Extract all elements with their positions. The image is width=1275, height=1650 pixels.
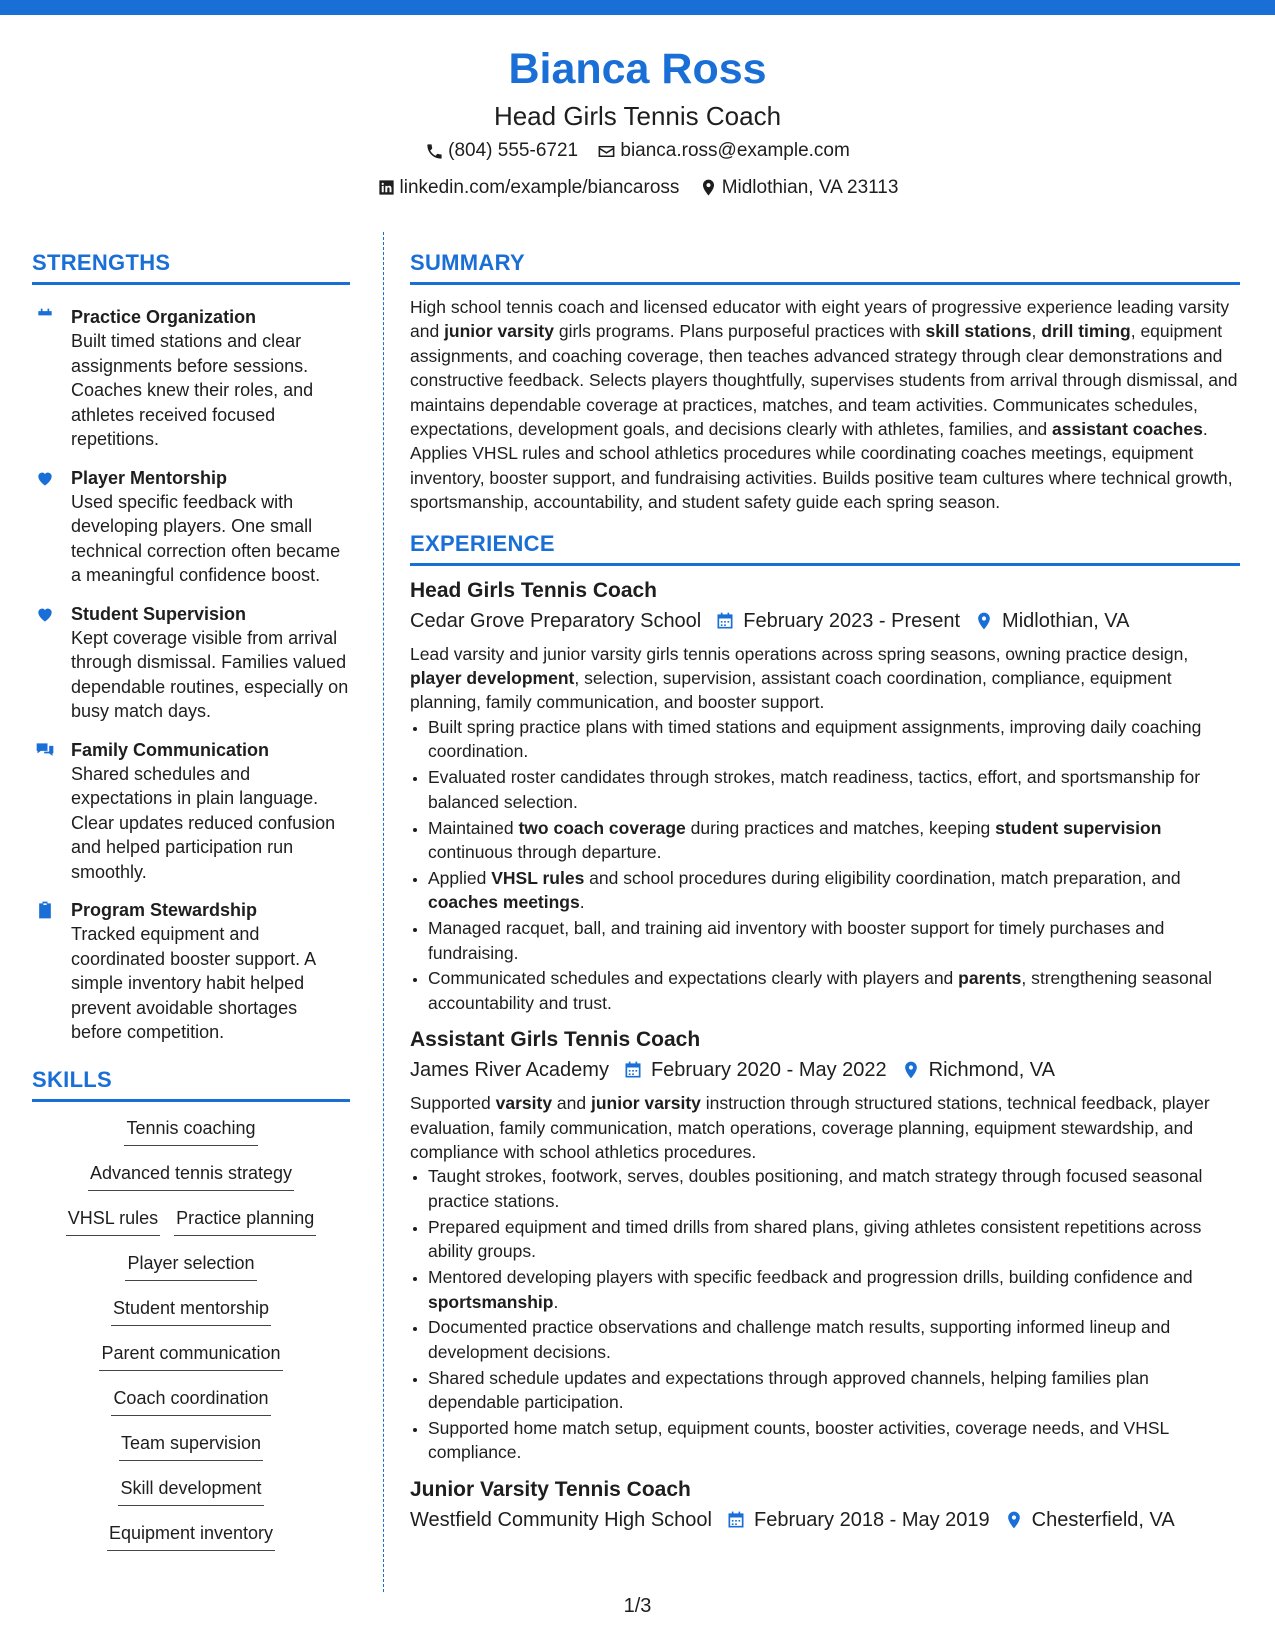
column-divider: [383, 232, 384, 1592]
text-segment: , strengthening seasonal accountability and trust.: [428, 968, 1213, 1013]
candidate-role: Head Girls Tennis Coach: [493, 101, 782, 131]
map-pin-icon: [974, 611, 994, 631]
summary-title: SUMMARY: [410, 250, 1240, 285]
text-segment: Evaluated roster candidates through strokes, match readiness, tactics, effort, and sportsmanship for balanced selection.: [428, 767, 1201, 812]
skill-row: [32, 1476, 350, 1521]
map-pin-icon: [901, 1060, 921, 1080]
bullet-item: [428, 1265, 1240, 1314]
bold-text: assistant coaches: [1052, 419, 1203, 440]
text-segment: Taught strokes, footwork, serves, doubles positioning, and match strategy through focused seasonal practice stations.: [428, 1166, 1203, 1211]
strength-item: [32, 466, 350, 588]
bold-text: VHSL rules: [491, 867, 585, 888]
text-segment: during practices and matches, keeping: [685, 817, 996, 838]
top-accent-bar: [0, 0, 1275, 15]
map-pin-icon: [1004, 1510, 1024, 1530]
job-meta: [410, 1055, 1240, 1085]
skills-list: [32, 1116, 350, 1566]
bold-text: coaches meetings: [428, 892, 580, 913]
company-name: Westfield Community High School: [410, 1508, 712, 1531]
text-segment: girls programs. Plans purposeful practices with: [553, 321, 926, 342]
company-name: James River Academy: [410, 1059, 609, 1082]
heart-icon: [35, 468, 55, 488]
bold-text: junior varsity: [591, 1093, 701, 1114]
bullet-item: [428, 765, 1240, 814]
job-title: Head Girls Tennis Coach: [410, 578, 658, 602]
skill-tag: Equipment inventory: [107, 1521, 275, 1551]
strength-item: [32, 305, 350, 452]
skill-tag: Parent communication: [99, 1341, 282, 1371]
strengths-title: STRENGTHS: [32, 250, 350, 285]
location-contact: [699, 173, 899, 203]
text-segment: Managed racquet, ball, and training aid inventory with booster support for timely purchases and fundraising.: [428, 918, 1165, 963]
heart-icon: [35, 604, 55, 624]
skill-tag: Coach coordination: [111, 1386, 270, 1416]
text-segment: Built spring practice plans with timed stations and equipment assignments, improving daily coaching coordination.: [428, 716, 1202, 762]
job-description: [410, 1091, 1240, 1164]
strength-description: Built timed stations and clear assignments before sessions. Coaches knew their roles, and athletes received focused repetitions.: [71, 331, 314, 449]
bullet-item: [428, 1215, 1240, 1264]
job-location-text: Richmond, VA: [928, 1059, 1056, 1082]
job-location: [1004, 1505, 1175, 1535]
job-location-text: Midlothian, VA: [1002, 609, 1130, 632]
text-segment: Shared schedule updates and expectations through approved channels, helping families plan dependable participation.: [428, 1367, 1149, 1413]
job-bullets: [410, 715, 1240, 1015]
linkedin-text: linkedin.com/example/biancaross: [399, 176, 680, 198]
job-meta: [410, 1505, 1240, 1535]
bullet-item: [428, 816, 1240, 865]
strength-description: Tracked equipment and coordinated booster support. A simple inventory habit helped prevent avoidable shortages before competition.: [71, 924, 316, 1042]
clipboard-icon: [35, 900, 55, 920]
bullet-item: [428, 866, 1240, 915]
phone-contact: [425, 136, 578, 166]
bullet-item: [428, 1366, 1240, 1415]
calendar-icon: [623, 1060, 643, 1080]
bold-text: varsity: [495, 1093, 553, 1114]
strength-description: Kept coverage visible from arrival through dismissal. Families valued dependable routines, especially on busy match days.: [71, 627, 349, 721]
resume-header: [0, 40, 1275, 207]
job-dates-text: February 2018 - May 2019: [753, 1508, 990, 1531]
linkedin-contact[interactable]: [377, 173, 680, 203]
bullet-item: [428, 1416, 1240, 1465]
text-segment: .: [553, 1291, 559, 1312]
strength-item: [32, 738, 350, 885]
calendar-icon: [726, 1510, 746, 1530]
text-segment: Documented practice observations and challenge match results, supporting informed lineup and development decisions.: [428, 1317, 1171, 1362]
location-text: Midlothian, VA 23113: [721, 176, 899, 198]
bold-text: player development: [410, 668, 575, 689]
experience-title: EXPERIENCE: [410, 531, 1240, 566]
skills-title: SKILLS: [32, 1067, 350, 1102]
text-segment: ,: [1031, 321, 1042, 342]
strength-title: Student Supervision: [71, 603, 247, 624]
strength-item: [32, 602, 350, 724]
phone-text: (804) 555-6721: [448, 140, 579, 161]
text-segment: .: [579, 892, 585, 913]
email-contact[interactable]: [597, 136, 849, 166]
text-segment: Communicated schedules and expectations clearly with players and: [428, 968, 959, 989]
text-segment: continuous through departure.: [428, 841, 662, 862]
skill-row: [32, 1431, 350, 1476]
text-segment: , selection, supervision, assistant coach coordination, compliance, equipment planning, family communication, and booster support.: [410, 668, 1172, 713]
text-segment: . Applies VHSL rules and school athletics procedures while coordinating coaches meetings, equipment inventory, booster support, and fundraising activities. Builds positive team cultures where technical growth, sportsmanship, accountability, and student safety guide each spring season.: [410, 419, 1233, 513]
bold-text: two coach coverage: [518, 817, 686, 838]
skill-row: [32, 1521, 350, 1566]
email-text: bianca.ross@example.com: [620, 140, 850, 161]
strength-description: Used specific feedback with developing players. One small technical correction often became a meaningful confidence boost.: [71, 491, 341, 585]
job-description: [410, 642, 1240, 715]
left-column: [32, 250, 350, 1566]
job-dates: [715, 606, 960, 636]
skill-tag: Player selection: [125, 1251, 256, 1281]
job-dates: [726, 1505, 990, 1535]
skill-tag: Student mentorship: [111, 1296, 271, 1326]
candidate-name: Bianca Ross: [508, 45, 767, 93]
comments-icon: [35, 740, 55, 760]
envelope-icon: [597, 142, 616, 161]
company-name: Cedar Grove Preparatory School: [410, 609, 702, 632]
job-location: [901, 1055, 1055, 1085]
bullet-item: [428, 1315, 1240, 1364]
bold-text: junior varsity: [444, 321, 554, 342]
skill-tag: Practice planning: [174, 1206, 316, 1236]
job-location: [974, 606, 1129, 636]
strength-title: Family Communication: [71, 739, 270, 760]
calendar-icon: [35, 307, 55, 327]
skill-tag: Skill development: [118, 1476, 263, 1506]
skill-tag: Tennis coaching: [124, 1116, 257, 1146]
job-bullets: [410, 1164, 1240, 1464]
bold-text: drill timing: [1041, 321, 1131, 342]
text-segment: , equipment assignments, and coaching coverage, then teaches advanced strategy through clear demonstrations and constructive feedback. Selects players thoughtfully, supervises students from arrival through dismissal, and maintains dependable coverage at practices, matches, and team activities. Communicates schedules, expectations, development goals, and decisions clearly with athletes, families, and: [410, 321, 1238, 440]
strengths-list: [32, 305, 350, 1045]
phone-icon: [425, 142, 444, 161]
job-dates-text: February 2020 - May 2022: [650, 1059, 887, 1082]
skill-row: [32, 1341, 350, 1386]
skill-row: [32, 1116, 350, 1161]
bullet-item: [428, 916, 1240, 965]
experience-list: [410, 576, 1240, 1535]
linkedin-icon: [377, 178, 396, 197]
text-segment: Maintained: [428, 817, 519, 838]
bold-text: skill stations: [925, 321, 1032, 342]
bullet-item: [428, 1164, 1240, 1213]
bold-text: parents: [958, 968, 1022, 989]
contact-row-1: [0, 136, 1275, 171]
job-dates: [623, 1055, 887, 1085]
skill-row: [32, 1296, 350, 1341]
strength-title: Player Mentorship: [71, 467, 228, 488]
skill-row: [32, 1206, 350, 1251]
text-segment: Supported home match setup, equipment counts, booster activities, coverage needs, and VHSL compliance.: [428, 1418, 1169, 1463]
bold-text: sportsmanship: [428, 1291, 554, 1312]
calendar-icon: [715, 611, 735, 631]
bullet-item: [428, 966, 1240, 1015]
skill-row: [32, 1161, 350, 1206]
map-pin-icon: [699, 178, 718, 197]
skill-tag: VHSL rules: [66, 1206, 160, 1236]
text-segment: and school procedures during eligibility coordination, match preparation, and: [584, 867, 1181, 888]
strength-title: Practice Organization: [71, 307, 257, 327]
job-location-text: Chesterfield, VA: [1031, 1508, 1175, 1531]
skill-tag: Team supervision: [119, 1431, 263, 1461]
job-entry: [410, 1475, 1240, 1535]
text-segment: Mentored developing players with specific feedback and progression drills, building confidence and: [428, 1267, 1193, 1288]
job-title: Junior Varsity Tennis Coach: [410, 1477, 691, 1501]
text-segment: Supported: [410, 1093, 496, 1114]
job-meta: [410, 606, 1240, 636]
job-dates-text: February 2023 - Present: [743, 609, 961, 632]
page-number: 1/3: [623, 1595, 652, 1617]
text-segment: Applied: [428, 867, 492, 888]
summary-text: [410, 295, 1240, 515]
job-entry: [410, 576, 1240, 1016]
contact-row-2: [0, 173, 1275, 208]
bullet-item: [428, 715, 1240, 764]
strength-description: Shared schedules and expectations in plain language. Clear updates reduced confusion and helped participation run smoothly.: [71, 763, 336, 882]
strength-item: [32, 898, 350, 1045]
job-entry: [410, 1025, 1240, 1465]
text-segment: Prepared equipment and timed drills from shared plans, giving athletes consistent repetitions across ability groups.: [428, 1216, 1202, 1262]
strength-title: Program Stewardship: [71, 900, 258, 920]
skill-tag: Advanced tennis strategy: [88, 1161, 294, 1191]
skill-row: [32, 1386, 350, 1431]
job-title: Assistant Girls Tennis Coach: [410, 1028, 701, 1052]
text-segment: instruction through structured stations, technical feedback, player evaluation, family communication, match operations, coverage planning, equipment stewardship, and compliance with school athletics procedures.: [410, 1093, 1210, 1163]
right-column: [410, 250, 1240, 1535]
bold-text: student supervision: [995, 817, 1162, 838]
text-segment: and: [552, 1093, 591, 1114]
skill-row: [32, 1251, 350, 1296]
text-segment: High school tennis coach and licensed educator with eight years of progressive experience leading varsity and: [410, 297, 1230, 342]
text-segment: Lead varsity and junior varsity girls tennis operations across spring seasons, owning practice design,: [410, 643, 1189, 664]
